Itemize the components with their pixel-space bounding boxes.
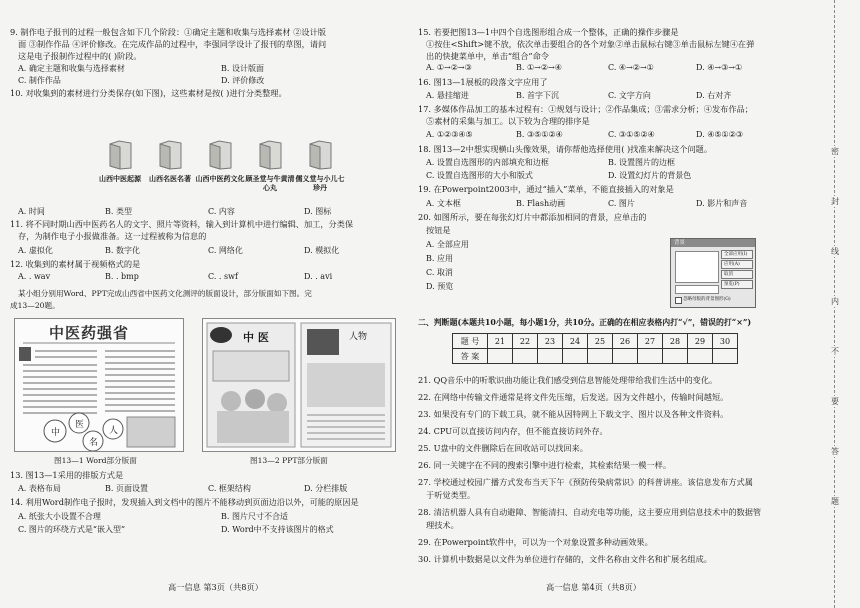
section2-heading: 二、判断题(本题共10小题，每小题1分，共10分。正确的在相应表格内打“√”，错误的打“×”) [418, 318, 752, 327]
q17-opt-d: D. ④⑤①②③ [696, 130, 744, 139]
background-dialog [670, 238, 756, 308]
q12-opt-b: B. . bmp [105, 272, 139, 281]
q12-opt-a: A. . wav [18, 272, 51, 281]
page-left [10, 0, 395, 608]
caption-13-1: 图13—1 Word部分版面 [54, 456, 137, 465]
q11-line1: 11. 将不同时期山西中医药名人的文字、照片等资料，输入到计算机中进行编辑、加工，分类保 [10, 219, 354, 229]
q13-opt-d: D. 分栏排版 [304, 484, 348, 493]
q9-opt-a: A. 确定主题和收集与选择素材 [18, 64, 125, 73]
q11-opt-c: C. 网络化 [208, 246, 243, 255]
answer-cell[interactable] [588, 349, 613, 364]
q20-opt-c: C. 取消 [426, 268, 453, 277]
folder-icon [307, 140, 333, 170]
bubble-text: 人 [109, 426, 119, 436]
newspaper-graphics [15, 319, 183, 451]
answer-cell[interactable] [538, 349, 563, 364]
dialog-title: 背景 [674, 240, 686, 246]
q13-stem: 13. 图13—1采用的排版方式是 [10, 470, 124, 480]
q15-opt-d: D. ④→③→① [696, 63, 743, 72]
answer-cell[interactable] [563, 349, 588, 364]
q11-opt-a: A. 虚拟化 [18, 246, 53, 255]
folder-icon [157, 140, 183, 170]
q10-stem: 10. 对收集到的素材进行分类保存(如下图)，这些素材是按( )进行分类整理。 [10, 88, 287, 98]
q13-opt-a: A. 表格布局 [18, 484, 61, 493]
binding-char: 线 [828, 246, 842, 257]
item-29: 29. 在Powerpoint软件中，可以为一个对象设置多种动画效果。 [418, 537, 653, 547]
q17-line2: ⑤素材的采集与加工。以下较为合理的排序是 [426, 116, 590, 126]
answer-table-header-row [453, 334, 738, 349]
intro-line1: 某小组分别用Word、PPT完成山西省中医药文化测评的版面设计，部分版面如下图。完 [18, 289, 312, 298]
answer-table [452, 333, 738, 364]
apply-all-button[interactable]: 全部应用(I) [721, 250, 753, 259]
word-layout-image [14, 318, 184, 452]
q20-opt-a: A. 全部应用 [426, 240, 469, 249]
q19-stem: 19. 在Powerpoint2003中，通过“插入”菜单，不能直接插入的对象是 [418, 184, 674, 194]
q9-line2: 面 ③制作作品 ④评价修改。在完成作品的过程中，李强同学设计了报刊的草图，请问 [18, 39, 327, 49]
ignore-master-checkbox[interactable] [675, 297, 682, 304]
answer-cell[interactable] [488, 349, 513, 364]
q15-opt-b: B. ①→②→④ [516, 63, 562, 72]
q20-opt-b: B. 应用 [426, 254, 453, 263]
item-27-line1: 27. 学校通过校园广播方式发布当天下午《预防传染病常识》的科普讲座。该信息发布方式属 [418, 477, 753, 487]
table-cell: 29 [688, 334, 713, 349]
q16-opt-c: C. 文字方向 [608, 91, 651, 100]
answer-cell[interactable] [663, 349, 688, 364]
binding-char: 内 [828, 296, 842, 307]
folder-label: 顾圣堂与牛黄清心丸 [245, 174, 295, 192]
preview-button[interactable]: 预览(P) [721, 280, 753, 289]
q13-opt-c: C. 框架结构 [208, 484, 251, 493]
q14-opt-d: D. Word中不支持该图片的格式 [221, 525, 334, 534]
q9-opt-c: C. 制作作品 [18, 76, 61, 85]
q15-line1: 15. 若要把图13—1中四个自选图形组合成一个整体，正确的操作步骤是 [418, 27, 679, 37]
binding-margin [808, 0, 860, 608]
table-cell: 27 [638, 334, 663, 349]
q19-opt-b: B. Flash动画 [516, 199, 566, 208]
q16-opt-d: D. 右对齐 [696, 91, 732, 100]
q16-stem: 16. 图13—1展板的段落文字应用了 [418, 77, 548, 87]
q12-stem: 12. 收集到的素材属于视频格式的是 [10, 259, 141, 269]
q13-opt-b: B. 页面设置 [105, 484, 148, 493]
binding-char: 密 [828, 146, 842, 157]
item-22: 22. 在网络中传输文件通常是将文件先压缩，后发送。因为文件越小，传输时间越短。 [418, 392, 729, 402]
q9-line1: 9. 制作电子报刊的过程一般包含如下几个阶段：①确定主题和收集与选择素材 ②设计版 [10, 27, 326, 37]
q10-opt-a: A. 时间 [18, 207, 45, 216]
table-cell: 30 [713, 334, 738, 349]
answer-cell[interactable] [688, 349, 713, 364]
q15-opt-c: C. ④→②→① [608, 63, 654, 72]
table-cell: 26 [613, 334, 638, 349]
q17-opt-a: A. ①②③④⑤ [426, 130, 473, 139]
q10-opt-d: D. 图标 [304, 207, 332, 216]
q11-opt-d: D. 模拟化 [304, 246, 340, 255]
item-28-line1: 28. 清洁机器人具有自动避障、智能清扫、自动充电等功能，这主要应用到信息技术中的数据管 [418, 507, 762, 517]
folder-label: 山西中医药文化 [195, 174, 245, 183]
answer-cell[interactable] [638, 349, 663, 364]
apply-button[interactable]: 应用(A) [721, 260, 753, 269]
q15-line3: 出的快捷菜单中，单击“组合”命令 [426, 51, 549, 61]
q18-opt-c: C. 设置自选图形的大小和版式 [426, 171, 533, 180]
bubble-text: 医 [75, 420, 85, 430]
ppt-title2: 人物 [349, 332, 368, 342]
bubble-text: 中 [51, 428, 61, 438]
answer-table-answer-row [453, 349, 738, 364]
q10-opt-c: C. 内容 [208, 207, 235, 216]
answer-cell[interactable] [613, 349, 638, 364]
table-cell: 题 号 [453, 334, 488, 349]
table-cell: 25 [588, 334, 613, 349]
table-cell: 28 [663, 334, 688, 349]
item-30: 30. 计算机中数据是以文件为单位进行存储的，文件名称由文件名和扩展名组成。 [418, 554, 712, 564]
q14-stem: 14. 利用Word制作电子报时，发现插入到文档中的图片不能移动到页面边沿以外，可能的原因是 [10, 497, 359, 507]
q19-opt-d: D. 影片和声音 [696, 199, 748, 208]
bubble-text: 名 [89, 438, 99, 448]
q18-stem: 18. 图13—2中想实现横山头像效果，请你帮他选择使用( )找准来解决这个问题。 [418, 144, 713, 154]
q12-opt-c: C. . swf [208, 272, 238, 281]
q20-opt-d: D. 预览 [426, 282, 454, 291]
caption-13-2: 图13—2 PPT部分版面 [250, 456, 328, 465]
table-cell: 21 [488, 334, 513, 349]
answer-cell[interactable] [713, 349, 738, 364]
item-26: 26. 同一关键字在不同的搜索引擎中进行检索，其检索结果一模一样。 [418, 460, 672, 470]
table-cell: 23 [538, 334, 563, 349]
ignore-master-label: 忽略母版的背景图形(G) [683, 297, 731, 302]
binding-char: 答 [828, 446, 842, 457]
q19-opt-a: A. 文本框 [426, 199, 461, 208]
q16-opt-b: B. 首字下沉 [516, 91, 559, 100]
ppt-title: 中 医 [243, 331, 269, 344]
ppt-layout-image [202, 318, 396, 452]
q9-opt-d: D. 评价修改 [221, 76, 265, 85]
binding-char: 题 [828, 496, 842, 507]
q17-opt-b: B. ③⑤①②④ [516, 130, 563, 139]
folder-icon [257, 140, 283, 170]
item-23: 23. 如果没有专门的下载工具，就不能从因特网上下载文字、图片以及各种文件资料。 [418, 409, 729, 419]
folder-label: 山西名医名著 [149, 174, 191, 183]
binding-char: 要 [828, 396, 842, 407]
q14-opt-a: A. 纸张大小设置不合理 [18, 512, 101, 521]
q20-line2: 按钮是 [426, 225, 451, 235]
q10-opt-b: B. 类型 [105, 207, 132, 216]
q9-opt-b: B. 设计版面 [221, 64, 264, 73]
page-right [418, 0, 780, 608]
q14-opt-c: C. 图片的环绕方式是“嵌入型” [18, 525, 126, 534]
page-footer-left: 高一信息 第3页（共8页） [168, 582, 263, 592]
folder-label: 儒义堂与小儿七珍丹 [295, 174, 345, 192]
page-footer-right: 高一信息 第4页（共8页） [546, 582, 641, 592]
q15-line2: ①按住<Shift>键不放，依次单击要组合的各个对象②单击鼠标右键③单击鼠标左键④在弹 [426, 39, 755, 49]
item-21: 21. QQ音乐中的听歌识曲功能让我们感受到信息智能处理带给我们生活中的变化。 [418, 375, 718, 385]
q14-opt-b: B. 图片尺寸不合适 [221, 512, 288, 521]
q18-opt-a: A. 设置自选图形的内部填充和边框 [426, 158, 549, 167]
binding-char: 封 [828, 196, 842, 207]
q18-opt-b: B. 设置图片的边框 [608, 158, 675, 167]
table-cell: 22 [513, 334, 538, 349]
folder-icon [207, 140, 233, 170]
dialog-preview [675, 251, 719, 283]
table-cell: 答 案 [453, 349, 488, 364]
q19-opt-c: C. 图片 [608, 199, 635, 208]
q20-line1: 20. 如图所示，要在每张幻灯片中都添加相同的背景，应单击的 [418, 212, 647, 222]
table-cell: 24 [563, 334, 588, 349]
q18-opt-d: D. 设置幻灯片的背景色 [608, 171, 692, 180]
q15-opt-a: A. ①→②→③ [426, 63, 472, 72]
q12-opt-d: D. . avi [304, 272, 333, 281]
cancel-button[interactable]: 取消 [721, 270, 753, 279]
binding-char: 不 [828, 346, 842, 357]
newspaper-title: 中医药强省 [49, 324, 130, 342]
q9-line3: 这是电子报制作过程中的( )阶段。 [18, 51, 142, 61]
item-25: 25. U盘中的文件删除后在回收站可以找回来。 [418, 443, 588, 453]
folder-label: 山西中医起源 [99, 174, 141, 183]
intro-line2: 成13—20题。 [10, 301, 60, 310]
q17-line1: 17. 多媒体作品加工的基本过程有：①规划与设计；②作品集成；③需求分析；④发布作品； [418, 104, 753, 114]
q17-opt-c: C. ③①⑤②④ [608, 130, 655, 139]
q16-opt-a: A. 悬挂缩进 [426, 91, 469, 100]
answer-cell[interactable] [513, 349, 538, 364]
item-24: 24. CPU可以直接访问内存，但不能直接访问外存。 [418, 426, 608, 436]
folder-icon [107, 140, 133, 170]
item-28-line2: 理技术。 [426, 520, 459, 530]
dialog-fill-select[interactable] [675, 285, 719, 294]
q11-opt-b: B. 数字化 [105, 246, 140, 255]
q11-line2: 存，为制作电子小报做准备。这一过程被称为信息的 [18, 231, 207, 241]
item-27-line2: 于听觉类型。 [426, 490, 476, 500]
